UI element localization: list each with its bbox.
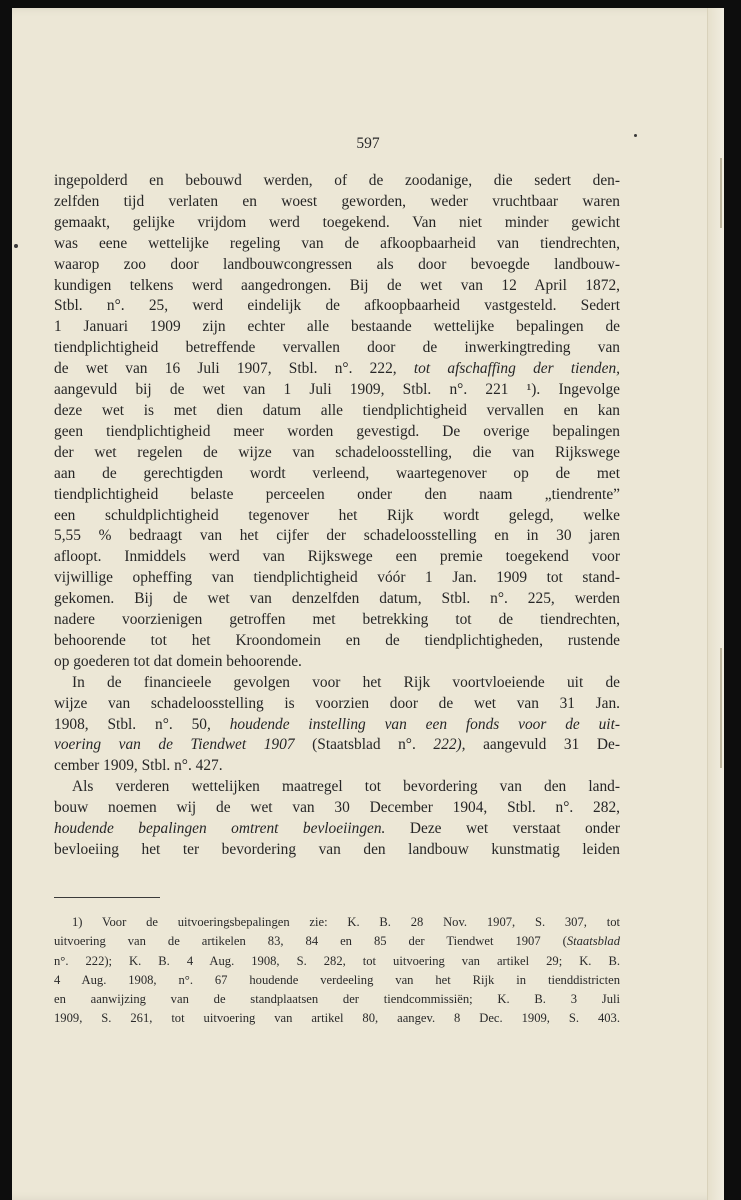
text-line: [54, 840, 620, 861]
text-line: [54, 276, 620, 297]
text-segment: n°. 222); K. B. 4 Aug. 1908, S. 282, tot uitvoering van artikel 29; K. B.: [54, 953, 620, 968]
footnote-line: [54, 971, 620, 990]
text-segment: 1) Voor de uitvoeringsbepalingen zie: K. B. 28 Nov. 1907, S. 307, tot: [72, 915, 620, 929]
text-line: [54, 694, 620, 715]
text-segment: bevloeiing het ter bevordering van den landbouw kunstmatig leiden: [54, 841, 620, 858]
text-line: [54, 317, 620, 338]
text-line: [54, 819, 620, 840]
footnote-line: [54, 990, 620, 1009]
text-segment: tiendplichtigheid betreffende vervallen door de inwerkingtreding van: [54, 339, 620, 357]
text-line: [54, 506, 620, 527]
text-segment: gemaakt, gelijke vrijdom werd toegekend. Van niet minder gewicht: [54, 213, 620, 231]
text-segment: en aanwijzing van de standplaatsen der tiendcommissiën; K. B. 3 Juli: [54, 992, 620, 1007]
text-segment: bouw noemen wij de wet van 30 December 1904, Stbl. n°. 282,: [54, 799, 620, 817]
italic-text: houdende instelling van een fonds voor de uit-: [229, 715, 620, 733]
text-segment: aan de gerechtigden wordt verleend, waartegenover op de met: [54, 464, 620, 482]
text-line: [54, 756, 620, 777]
text-segment: geen tiendplichtigheid meer worden gevestigd. De overige bepalingen: [54, 422, 620, 440]
text-segment: aangevuld 31 De-: [465, 736, 620, 754]
text-segment: zelfden tijd verlaten en woest geworden, weder vruchtbaar waren: [54, 192, 620, 210]
text-segment: nadere voorzienigen getroffen met betrekking tot de tiendrechten,: [54, 611, 620, 629]
text-segment: (Staatsblad n°.: [294, 736, 434, 754]
text-line: [54, 735, 620, 756]
text-line: [54, 715, 620, 736]
text-segment: was eene wettelijke regeling van de afkoopbaarheid van tiendrechten,: [54, 234, 620, 252]
footnote-rule: [54, 897, 160, 898]
text-line: [54, 777, 620, 798]
text-line: [54, 422, 620, 443]
text-segment: een schuldplichtigheid tegenover het Rijk wordt gelegd, welke: [54, 506, 620, 524]
text-segment: deze wet is met dien datum alle tiendplichtigheid vervallen en kan: [54, 401, 620, 419]
italic-text: voering van de Tiendwet 1907: [54, 736, 295, 754]
page-edge-mark: [720, 648, 722, 768]
footnotes: [54, 913, 620, 1029]
italic-text: 222),: [433, 736, 466, 754]
text-segment: 1909, S. 261, tot uitvoering van artikel 80, aangev. 8 Dec. 1909, S. 403.: [54, 1011, 620, 1026]
text-line: [54, 401, 620, 422]
text-segment: behoorende tot het Kroondomein en de tiendplichtigheden, rustende: [54, 631, 620, 649]
text-segment: uitvoering van de artikelen 83, 84 en 85 der Tiendwet 1907 (: [54, 934, 567, 949]
text-line: [54, 213, 620, 234]
book-page: [12, 8, 724, 1200]
text-line: [54, 338, 620, 359]
text-line: [54, 255, 620, 276]
text-segment: wijze van schadeloosstelling is voorzien door de wet van 31 Jan.: [54, 694, 620, 712]
text-segment: kundigen telkens werd aangedrongen. Bij de wet van 12 April 1872,: [54, 276, 620, 294]
text-line: [54, 610, 620, 631]
footnote-line: [54, 913, 620, 932]
page-number: 597: [356, 135, 380, 152]
text-segment: In de financieele gevolgen voor het Rijk voortvloeiende uit de: [72, 673, 620, 691]
text-segment: 1908, Stbl. n°. 50,: [54, 715, 230, 733]
text-line: [54, 589, 620, 610]
italic-text: tot afschaffing der tienden,: [413, 360, 620, 378]
text-segment: op goederen tot dat domein behoorende.: [54, 652, 302, 670]
text-line: [54, 652, 620, 673]
text-line: [54, 673, 620, 694]
ink-speck: [14, 244, 18, 248]
text-segment: Deze wet verstaat onder: [385, 820, 620, 838]
text-line: [54, 234, 620, 255]
text-line: [54, 464, 620, 485]
italic-text: houdende bepalingen omtrent bevloeiingen.: [54, 820, 386, 838]
text-segment: de wet van 16 Juli 1907, Stbl. n°. 222,: [54, 360, 414, 378]
text-segment: der wet regelen de wijze van schadeloosstelling, die van Rijkswege: [54, 443, 620, 461]
footnote-line: [54, 1009, 620, 1028]
text-line: [54, 359, 620, 380]
text-segment: 5,55 % bedraagt van het cijfer der schadeloosstelling en in 30 jaren: [54, 527, 620, 545]
text-segment: 4 Aug. 1908, n°. 67 houdende verdeeling van het Rijk in tienddistricten: [54, 972, 620, 987]
text-line: [54, 547, 620, 568]
footnote-line: [54, 952, 620, 971]
text-line: [54, 798, 620, 819]
text-segment: Stbl. n°. 25, werd eindelijk de afkoopbaarheid vastgesteld. Sedert: [54, 297, 620, 315]
footnote-line: [54, 932, 620, 951]
text-line: [54, 443, 620, 464]
text-segment: aangevuld bij de wet van 1 Juli 1909, Stbl. n°. 221 ¹). Ingevolge: [54, 381, 620, 399]
text-line: [54, 526, 620, 547]
text-segment: Als verderen wettelijken maatregel tot bevordering van den land-: [72, 778, 620, 796]
text-line: [54, 485, 620, 506]
text-segment: vijwillige opheffing van tiendplichtigheid vóór 1 Jan. 1909 tot stand-: [54, 569, 620, 587]
page-edge-mark: [720, 158, 722, 228]
text-segment: gekomen. Bij de wet van denzelfden datum, Stbl. n°. 225, werden: [54, 590, 620, 608]
text-line: [54, 380, 620, 401]
text-line: [54, 192, 620, 213]
italic-text: Staatsblad: [566, 934, 620, 949]
text-segment: ingepolderd en bebouwd werden, of de zoodanige, die sedert den-: [54, 172, 620, 189]
text-line: [54, 296, 620, 317]
body-text: [54, 171, 620, 861]
text-line: [54, 568, 620, 589]
text-segment: cember 1909, Stbl. n°. 427.: [54, 757, 223, 775]
text-line: [54, 631, 620, 652]
text-segment: afloopt. Inmiddels werd van Rijkswege een premie toegekend voor: [54, 548, 620, 566]
text-segment: 1 Januari 1909 zijn echter alle bestaande wettelijke bepalingen de: [54, 318, 620, 336]
text-segment: tiendplichtigheid belaste perceelen onder den naam „tiendrente”: [54, 485, 620, 503]
text-line: [54, 171, 620, 192]
text-segment: waarop zoo door landbouwcongressen als door bevoegde landbouw-: [54, 255, 620, 273]
